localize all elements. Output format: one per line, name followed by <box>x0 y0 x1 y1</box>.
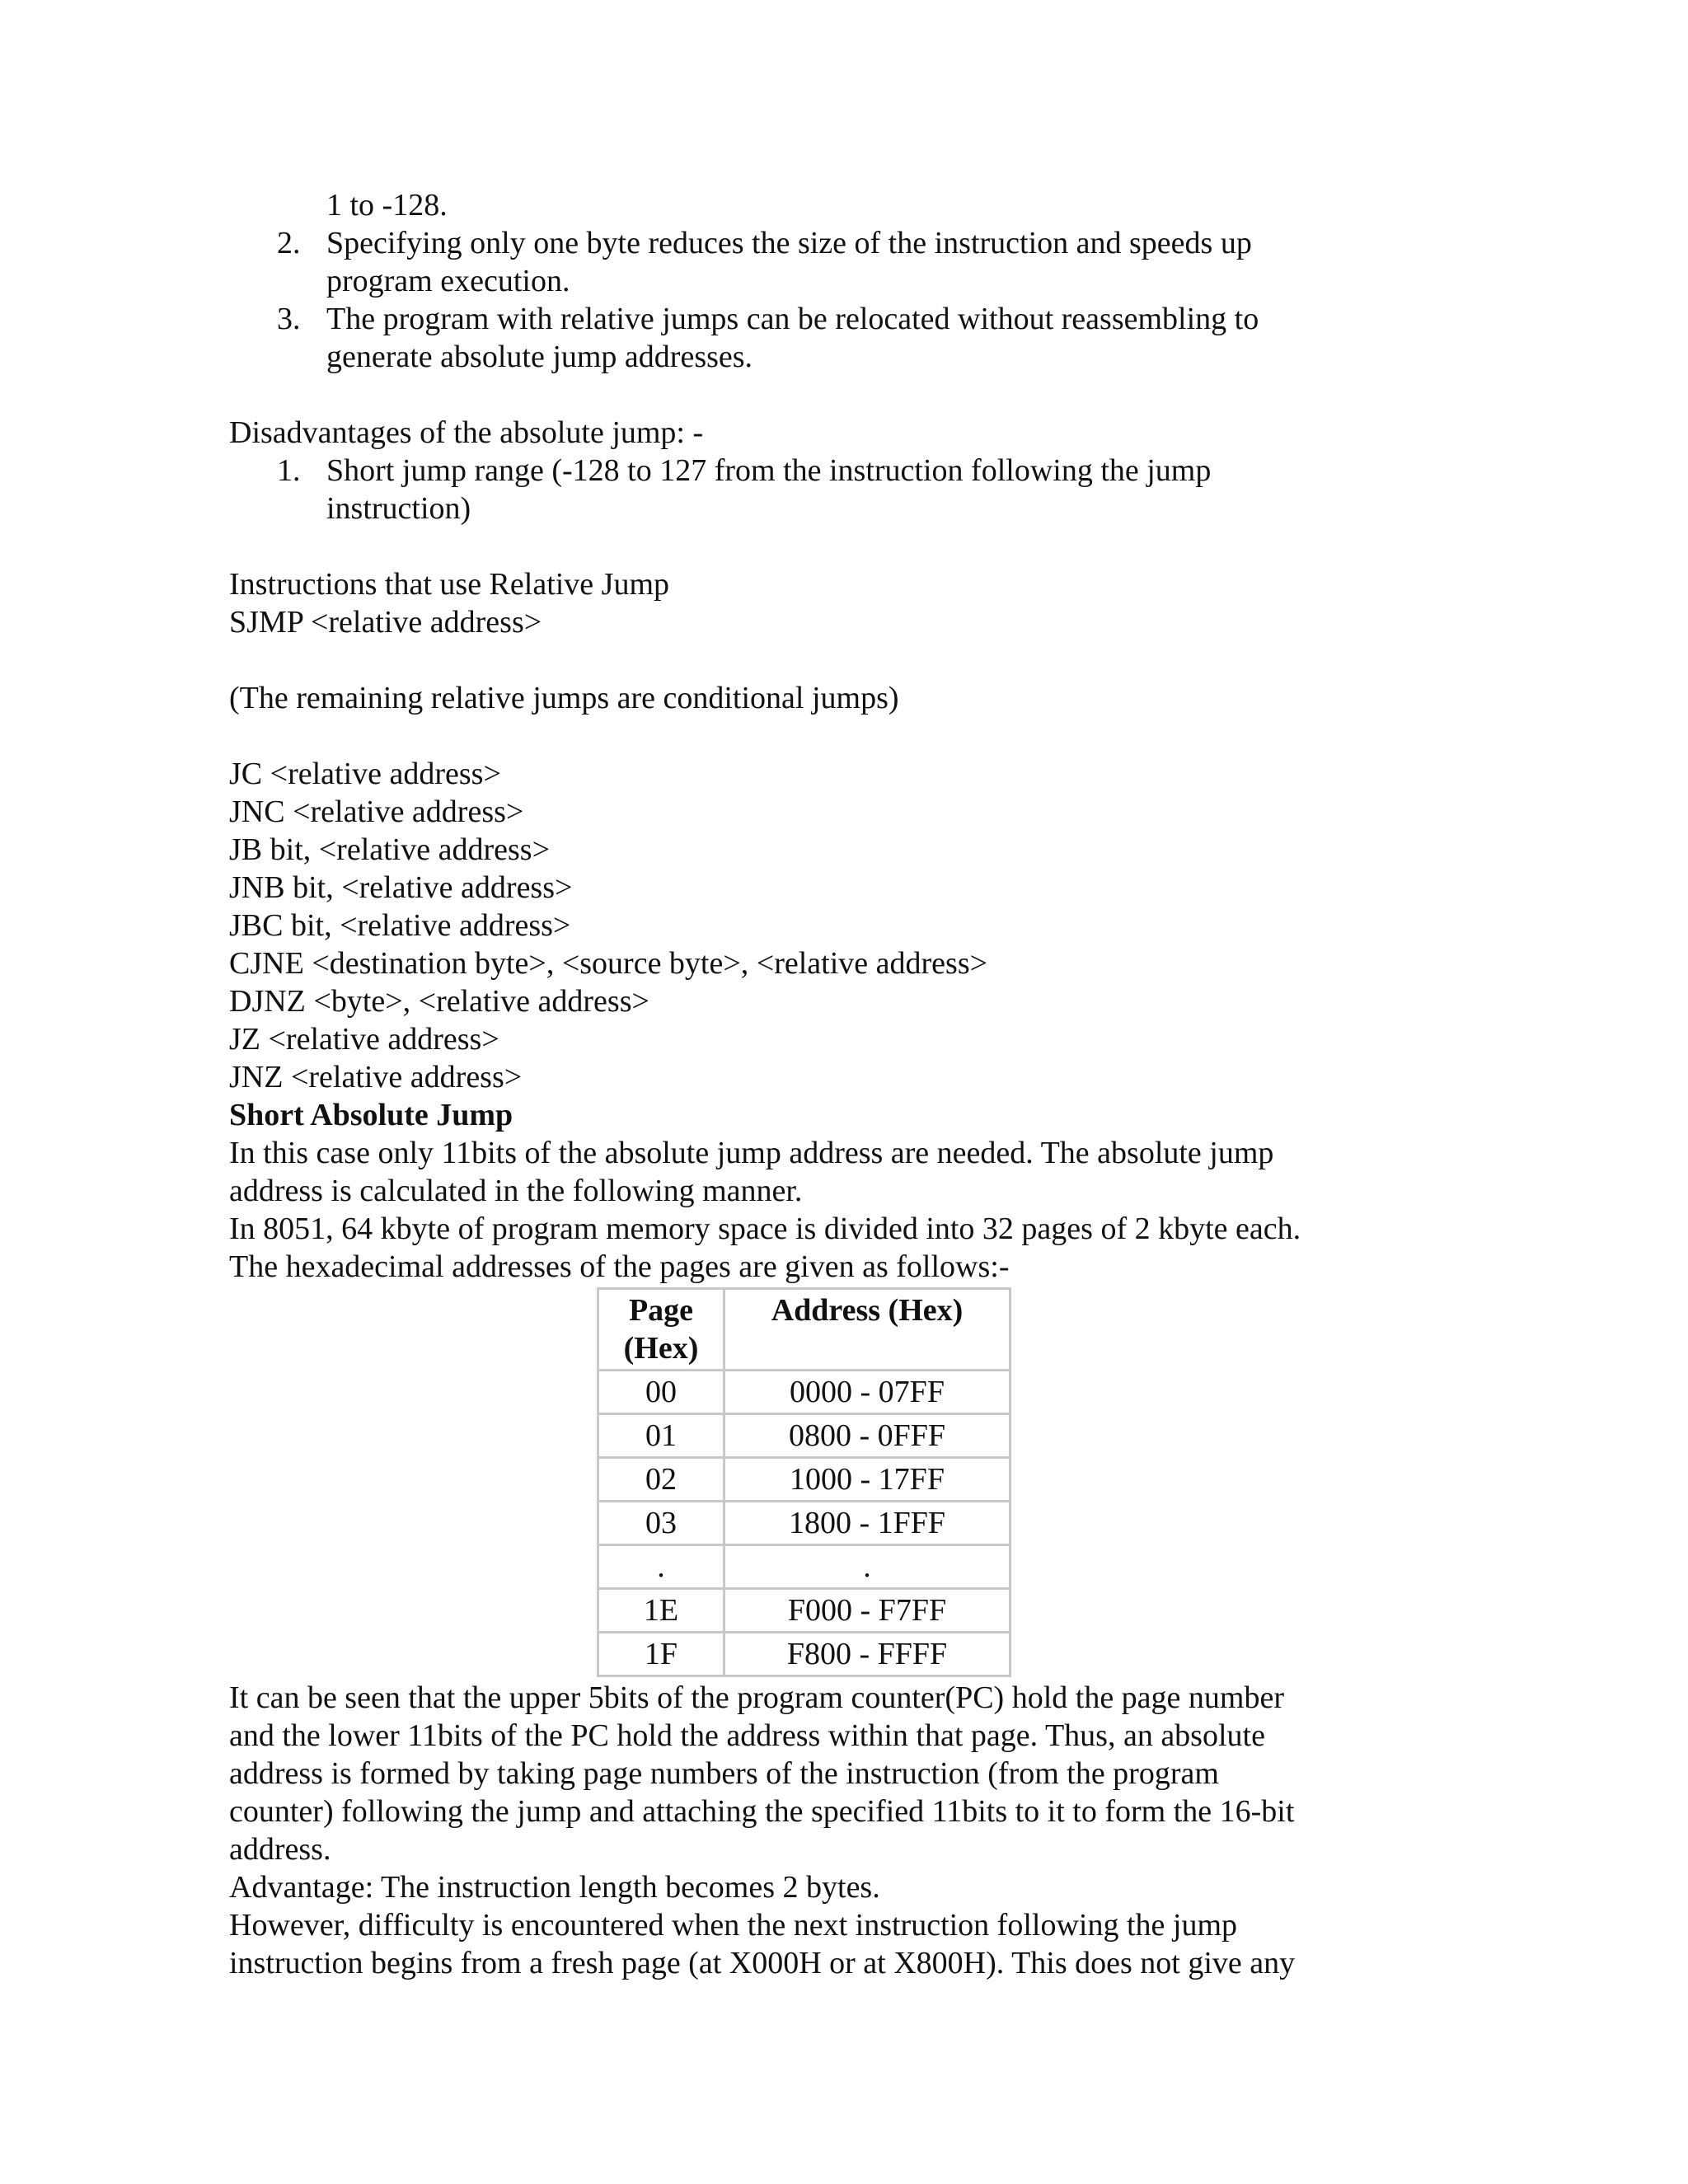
instruction-line: DJNZ <byte>, <relative address> <box>229 984 649 1019</box>
paragraph-line: address. <box>229 1832 331 1867</box>
list-number: 3. <box>277 302 301 336</box>
paragraph-line: instruction begins from a fresh page (at X000H or at X800H). This does not give any <box>229 1946 1296 1980</box>
advantages-list <box>229 224 1383 376</box>
page-cell: . <box>598 1545 724 1589</box>
address-cell: . <box>724 1545 1010 1589</box>
header-address: Address (Hex) <box>724 1289 1010 1371</box>
paragraph-line: address is calculated in the following manner. <box>229 1174 803 1208</box>
list-item <box>229 224 1383 300</box>
address-cell: F000 - F7FF <box>724 1589 1010 1633</box>
table-row <box>598 1502 1010 1545</box>
instruction-line: JNC <relative address> <box>229 794 524 829</box>
instruction-line: CJNE <destination byte>, <source byte>, <relative address> <box>229 946 988 981</box>
address-cell: 1800 - 1FFF <box>724 1502 1010 1545</box>
list-text-line: Short jump range (-128 to 127 from the instruction following the jump <box>326 453 1212 488</box>
list-text-line: program execution. <box>326 264 570 298</box>
disadvantages-list <box>229 452 1383 527</box>
instruction-line: JNZ <relative address> <box>229 1060 523 1094</box>
paragraph-line: In 8051, 64 kbyte of program memory space is divided into 32 pages of 2 kbyte each. <box>229 1212 1301 1246</box>
relative-jump-heading: Instructions that use Relative Jump <box>229 567 670 602</box>
conditional-note: (The remaining relative jumps are conditional jumps) <box>229 681 899 715</box>
list-text-line: The program with relative jumps can be relocated without reassembling to <box>326 302 1259 336</box>
list-item <box>229 300 1383 376</box>
paragraph-line: It can be seen that the upper 5bits of the program counter(PC) hold the page number <box>229 1680 1284 1715</box>
table-row <box>598 1589 1010 1633</box>
page-cell: 03 <box>598 1502 724 1545</box>
list-text-line: Specifying only one byte reduces the size of the instruction and speeds up <box>326 226 1252 260</box>
address-cell: 1000 - 17FF <box>724 1458 1010 1502</box>
address-cell: F800 - FFFF <box>724 1633 1010 1676</box>
instruction-line: JZ <relative address> <box>229 1022 499 1057</box>
page-cell: 02 <box>598 1458 724 1502</box>
list-text-line: instruction) <box>326 491 471 526</box>
paragraph-line: counter) following the jump and attaching the specified 11bits to it to form the 16-bit <box>229 1794 1295 1829</box>
list-number: 2. <box>277 226 301 260</box>
document-page <box>229 186 1383 1982</box>
instruction-line: JBC bit, <relative address> <box>229 908 571 943</box>
advantage-line: Advantage: The instruction length becomes 2 bytes. <box>229 1870 880 1905</box>
page-cell: 00 <box>598 1371 724 1414</box>
table-row <box>598 1458 1010 1502</box>
table-row <box>598 1633 1010 1676</box>
page-address-table <box>597 1287 1011 1677</box>
address-cell: 0800 - 0FFF <box>724 1414 1010 1458</box>
table-row <box>598 1371 1010 1414</box>
page-cell: 01 <box>598 1414 724 1458</box>
paragraph-line: and the lower 11bits of the PC hold the address within that page. Thus, an absolute <box>229 1718 1265 1753</box>
page-cell: 1F <box>598 1633 724 1676</box>
section-heading: Short Absolute Jump <box>229 1098 513 1132</box>
table-header-row <box>598 1289 1010 1371</box>
header-page <box>598 1289 724 1371</box>
disadvantages-heading: Disadvantages of the absolute jump: - <box>229 415 704 450</box>
table-row <box>598 1414 1010 1458</box>
instruction-line: JC <relative address> <box>229 757 501 791</box>
paragraph-line: However, difficulty is encountered when the next instruction following the jump <box>229 1908 1237 1943</box>
instruction-line: JNB bit, <relative address> <box>229 870 573 905</box>
list-continuation: 1 to -128. <box>326 188 448 223</box>
sjmp-instruction: SJMP <relative address> <box>229 605 542 640</box>
instruction-line: JB bit, <relative address> <box>229 832 550 867</box>
paragraph-line: The hexadecimal addresses of the pages are given as follows:- <box>229 1249 1010 1284</box>
header-page-line: (Hex) <box>623 1331 699 1366</box>
header-page-line: Page <box>628 1293 694 1328</box>
paragraph-line: In this case only 11bits of the absolute jump address are needed. The absolute jump <box>229 1136 1274 1170</box>
list-number: 1. <box>277 453 301 488</box>
address-cell: 0000 - 07FF <box>724 1371 1010 1414</box>
paragraph-line: address is formed by taking page numbers of the instruction (from the program <box>229 1756 1219 1791</box>
page-cell: 1E <box>598 1589 724 1633</box>
list-item <box>229 452 1383 527</box>
list-text-line: generate absolute jump addresses. <box>326 340 753 374</box>
table-row <box>598 1545 1010 1589</box>
